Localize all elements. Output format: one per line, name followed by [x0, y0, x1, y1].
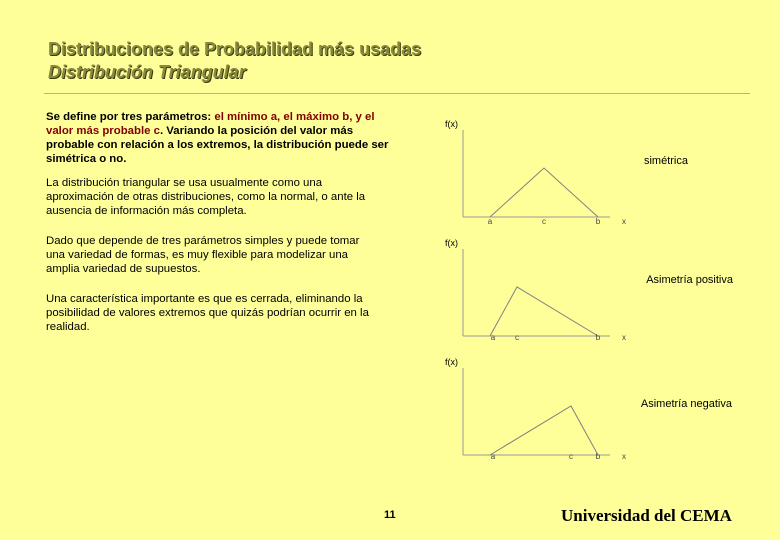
chart-positive-skew-svg [440, 235, 740, 347]
chart-positive-skew [440, 235, 740, 352]
chart-negative-skew-label-a: a [490, 452, 496, 461]
chart-symmetric-triangle [490, 168, 598, 217]
chart-symmetric-label-b: b [595, 217, 601, 226]
definition-intro: Se define por tres parámetros: [46, 111, 215, 123]
paragraph-usage: La distribución triangular se usa usualmente como una aproximación de otras distribuciones, como la normal, o ante la ausencia de información más completa. [46, 177, 366, 217]
chart-negative-skew-ylabel: f(x) [445, 357, 458, 367]
institution-logo-text: Universidad del CEMA [561, 506, 732, 525]
title-divider [44, 93, 750, 94]
slide-subtitle: Distribución Triangular [48, 62, 246, 82]
paragraph-bounded: Una característica importante es que es cerrada, eliminando la posibilidad de valores extremos que quizás podrían ocurrir en la realidad. [46, 293, 369, 333]
chart-symmetric-label-x: x [622, 217, 626, 226]
chart-symmetric [440, 116, 740, 233]
chart-negative-skew-label-c: c [569, 452, 573, 461]
chart-positive-skew-label-c: c [515, 333, 519, 342]
chart-negative-skew-caption: Asimetría negativa [640, 398, 732, 410]
slide-title [48, 38, 421, 84]
chart-positive-skew-caption: Asimetría positiva [646, 274, 733, 286]
chart-symmetric-caption: simétrica [643, 155, 688, 167]
chart-negative-skew-label-x: x [622, 452, 626, 461]
chart-symmetric-ylabel: f(x) [445, 119, 458, 129]
chart-symmetric-label-c: c [542, 217, 546, 226]
chart-positive-skew-label-b: b [595, 333, 601, 342]
chart-negative-skew-svg [440, 354, 740, 466]
chart-positive-skew-triangle [490, 287, 598, 336]
chart-negative-skew [440, 354, 740, 471]
page-number: 11 [384, 509, 396, 521]
paragraph-definition [46, 110, 396, 166]
chart-symmetric-svg [440, 116, 740, 228]
chart-symmetric-label-a: a [487, 217, 493, 226]
chart-positive-skew-label-x: x [622, 333, 626, 342]
chart-negative-skew-label-b: b [595, 452, 601, 461]
paragraph-flexibility: Dado que depende de tres parámetros simples y puede tomar una variedad de formas, es muy flexible para modelizar una amplia variedad de supuestos. [46, 235, 360, 275]
chart-negative-skew-triangle [490, 406, 598, 455]
definition-rest: . Variando la posición del valor más probable con relación a los extremos, la distribución puede ser simétrica o no. [46, 125, 389, 165]
chart-positive-skew-label-a: a [490, 333, 496, 342]
slide-title-main: Distribuciones de Probabilidad más usadas [48, 39, 422, 59]
definition-parameters: el mínimo a, el máximo b, y el valor más probable c [46, 111, 375, 137]
chart-positive-skew-ylabel: f(x) [445, 238, 458, 248]
